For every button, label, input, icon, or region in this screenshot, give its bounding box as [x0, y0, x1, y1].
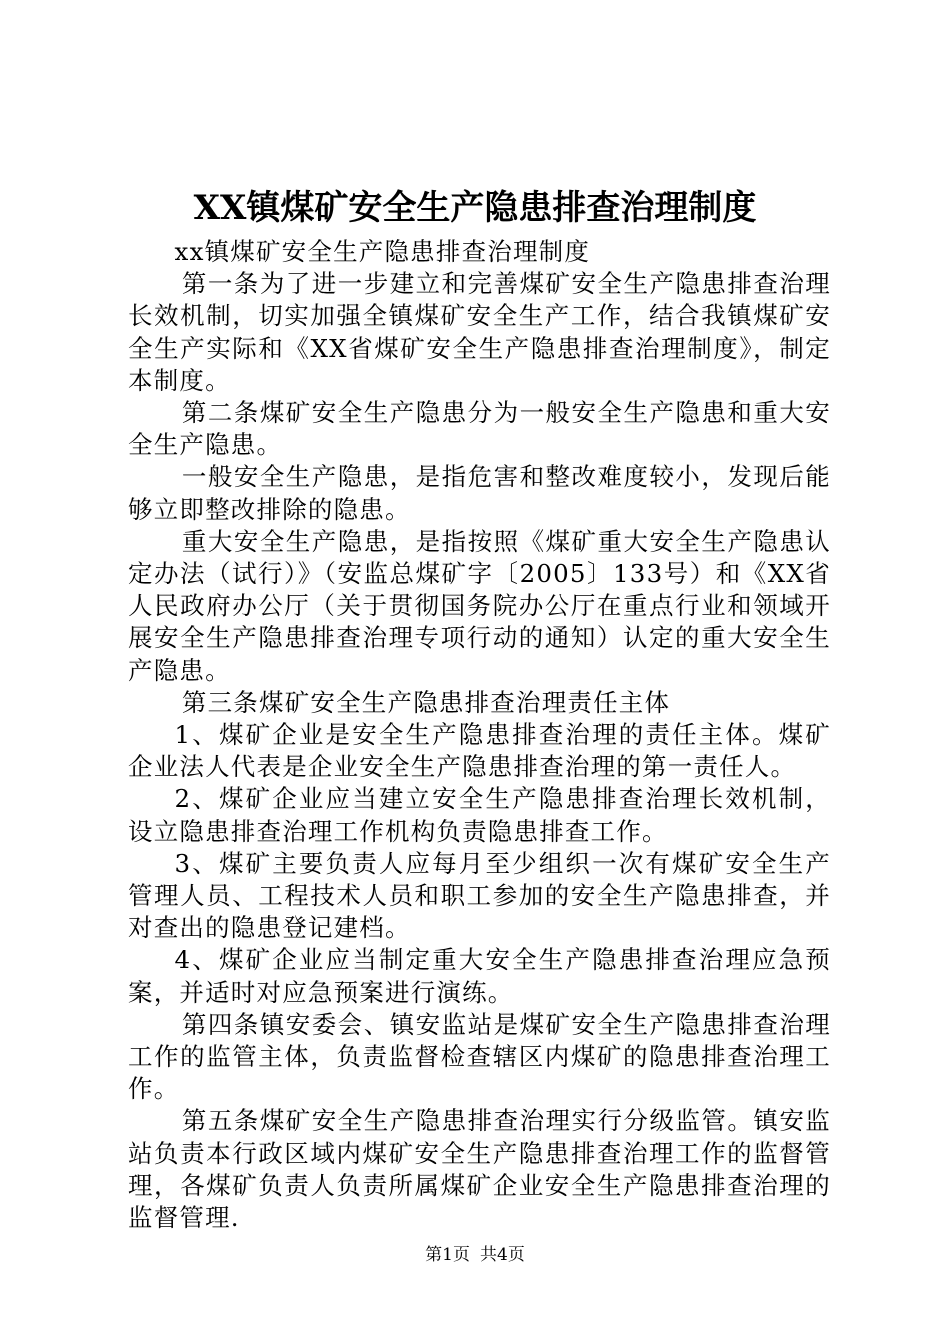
- page-total: 共4页: [480, 1245, 525, 1265]
- paragraph-article-2: 第二条煤矿安全生产隐患分为一般安全生产隐患和重大安全生产隐患。: [128, 398, 831, 460]
- paragraph-subtitle: xx镇煤矿安全生产隐患排查治理制度: [174, 237, 591, 266]
- paragraph-item-1: 1、煤矿企业是安全生产隐患排查治理的责任主体。煤矿企业法人代表是企业安全生产隐患排查治理的第一责任人。: [128, 720, 831, 782]
- paragraph-article-1: 第一条为了进一步建立和完善煤矿安全生产隐患排查治理长效机制，切实加强全镇煤矿安全生产工作，结合我镇煤矿安全生产实际和《XX省煤矿安全生产隐患排查治理制度》，制定本制度。: [128, 269, 831, 395]
- paragraph-major-hazard: 重大安全生产隐患，是指按照《煤矿重大安全生产隐患认定办法（试行）》（安监总煤矿字〔2005〕133号）和《XX省人民政府办公厅（关于贯彻国务院办公厅在重点行业和领域开展安全生产隐患排查治理专项行动的通知）认定的重大安全生产隐患。: [128, 526, 831, 685]
- paragraph-article-3: 第三条煤矿安全生产隐患排查治理责任主体: [181, 687, 671, 717]
- document-title: XX镇煤矿安全生产隐患排查治理制度: [193, 188, 757, 228]
- paragraph-general-hazard: 一般安全生产隐患，是指危害和整改难度较小，发现后能够立即整改排除的隐患。: [128, 462, 831, 524]
- paragraph-item-3: 3、煤矿主要负责人应每月至少组织一次有煤矿安全生产管理人员、工程技术人员和职工参加的安全生产隐患排查，并对查出的隐患登记建档。: [128, 848, 831, 943]
- paragraph-item-2: 2、煤矿企业应当建立安全生产隐患排查治理长效机制，设立隐患排查治理工作机构负责隐患排查工作。: [128, 784, 831, 846]
- page-footer: [0, 1243, 950, 1267]
- document-body: [128, 236, 831, 1234]
- paragraph-item-4: 4、煤矿企业应当制定重大安全生产隐患排查治理应急预案，并适时对应急预案进行演练。: [128, 945, 831, 1007]
- paragraph-article-4: 第四条镇安委会、镇安监站是煤矿安全生产隐患排查治理工作的监管主体，负责监督检查辖区内煤矿的隐患排查治理工作。: [128, 1009, 831, 1104]
- page-number: 第1页: [425, 1245, 470, 1265]
- paragraph-article-5: 第五条煤矿安全生产隐患排查治理实行分级监管。镇安监站负责本行政区域内煤矿安全生产隐患排查治理工作的监督管理，各煤矿负责人负责所属煤矿企业安全生产隐患排查治理的监督管理.: [128, 1106, 831, 1233]
